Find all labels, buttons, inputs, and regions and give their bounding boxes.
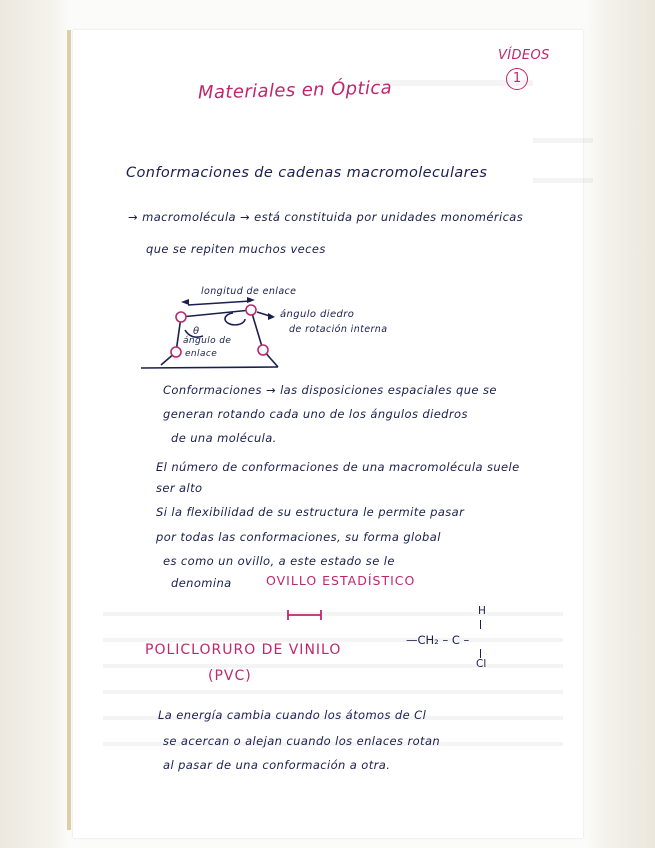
text-line: que se repiten muchos veces xyxy=(146,242,326,256)
formula-bond xyxy=(480,620,481,629)
text-line: al pasar de una conformación a otra. xyxy=(163,758,391,772)
text-line: Si la flexibilidad de su estructura le permite pasar xyxy=(156,505,465,519)
text-line: por todas las conformaciones, su forma global xyxy=(156,530,441,544)
formula-hydrogen: H xyxy=(478,605,486,617)
bond-angle-label: ángulo de xyxy=(183,336,232,346)
corner-label: VÍDEOS xyxy=(498,48,550,63)
text-line: El número de conformaciones de una macromolécula suele xyxy=(156,460,520,474)
dihedral-label: ángulo diedro xyxy=(280,309,355,320)
text-line: Conformaciones → las disposiciones espaciales que se xyxy=(163,383,497,397)
page-number-badge: 1 xyxy=(506,68,528,90)
page-edge-right xyxy=(585,0,655,848)
section-heading: Conformaciones de cadenas macromoleculares xyxy=(126,165,488,181)
formula-bond xyxy=(480,649,481,658)
page-edge-left xyxy=(0,0,70,848)
theta-symbol: θ xyxy=(193,326,200,337)
text-line: ser alto xyxy=(156,481,203,495)
notebook-page xyxy=(73,30,583,838)
dihedral-label: de rotación interna xyxy=(289,324,388,335)
bond-length-label: longitud de enlace xyxy=(201,286,297,297)
pvc-abbrev: (PVC) xyxy=(208,668,252,684)
text-line: denomina xyxy=(171,576,232,590)
key-term: OVILLO ESTADÍSTICO xyxy=(266,573,416,588)
bond-angle-label: enlace xyxy=(185,349,218,359)
formula-chain: —CH₂ – C – xyxy=(406,633,470,647)
text-line: generan rotando cada uno de los ángulos diedros xyxy=(163,407,468,421)
page-title: Materiales en Óptica xyxy=(197,77,393,104)
formula-chlorine: Cl xyxy=(476,658,487,670)
text-line: → macromolécula → está constituida por unidades monoméricas xyxy=(128,210,524,224)
paper-edge-shadow xyxy=(67,30,71,830)
text-line: La energía cambia cuando los átomos de Cl xyxy=(158,708,427,722)
text-line: se acercan o alejan cuando los enlaces rotan xyxy=(163,734,441,748)
text-line: de una molécula. xyxy=(171,431,277,445)
pvc-title: POLICLORURO DE VINILO xyxy=(145,642,342,658)
text-line: es como un ovillo, a este estado se le xyxy=(163,554,395,568)
